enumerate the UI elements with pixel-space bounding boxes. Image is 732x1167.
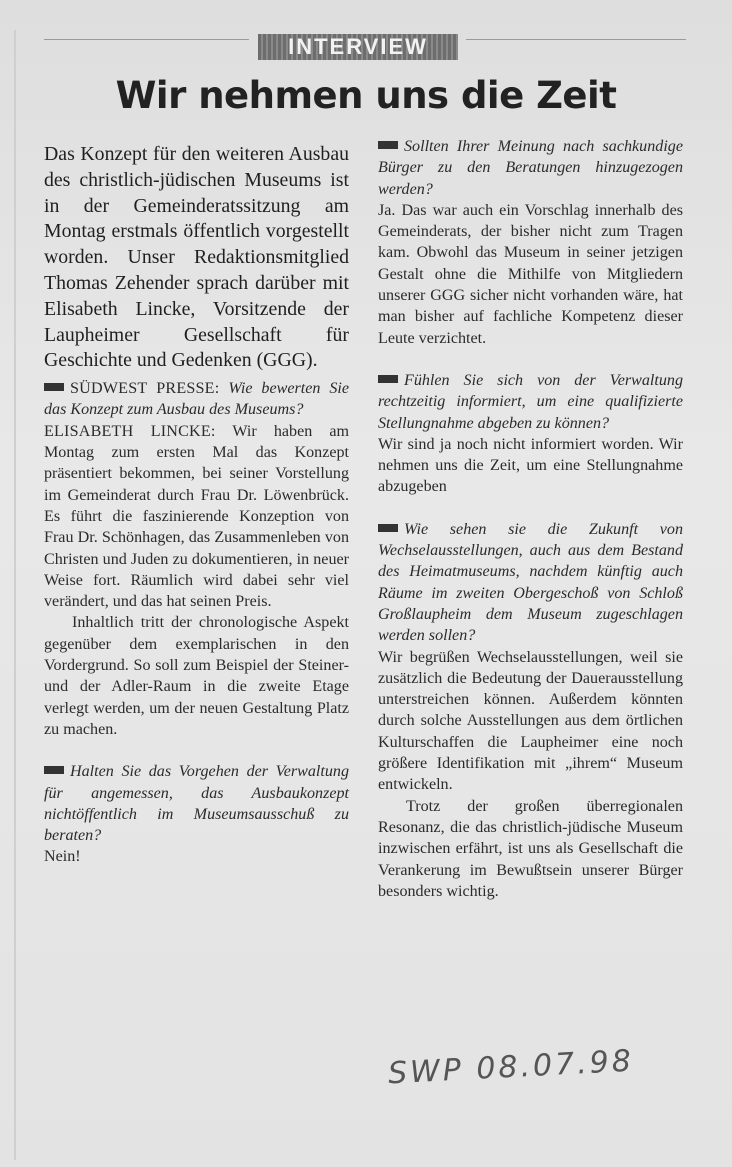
section-kicker: INTERVIEW — [258, 34, 458, 60]
answer-1 — [44, 421, 349, 613]
answer-4: Wir sind ja noch nicht informiert worden. Wir nehmen uns die Zeit, um eine Stellungnahme abzugeben — [378, 435, 683, 496]
question-marker-icon — [378, 524, 398, 532]
kicker-rule-left — [44, 39, 249, 40]
article-column-right — [378, 136, 683, 902]
kicker-rule-right — [466, 39, 686, 40]
answer-1-text: Wir haben am Montag zum ersten Mal das Konzept präsentiert bekommen, bei seiner Vorstellung im Gemeinderat durch Frau Dr. Löwenbrück. Es führt die faszinierende Konzeption von Frau Dr. Schönhagen, das Zusammenleben von Christen und Juden zu dokumentieren, in neuer Weise fort. Räumlich wird dabei sehr viel verändert, und das hat seinen Preis. — [44, 422, 350, 611]
question-marker-icon — [44, 766, 64, 774]
question-3-text: Sollten Ihrer Meinung nach sachkundige Bürger zu den Beratungen hinzugezogen werden? — [378, 138, 683, 198]
answer-2: Nein! — [44, 848, 81, 866]
answer-3: Ja. Das war auch ein Vorschlag innerhalb des Gemeinderats, der bisher nicht zum Tragen kam. Obwohl das Museum in seiner jetzigen Gestalt ohne die Mithilfe von Mitgliedern unserer GGG sicher nicht vorhanden wäre, hat man bisher auf fachliche Kompetenz dieser Leute verzichtet. — [378, 201, 683, 347]
question-marker-icon — [378, 141, 398, 149]
question-4 — [378, 370, 683, 434]
question-4-text: Fühlen Sie sich von der Verwaltung rechtzeitig informiert, um eine qualifizierte Stellungnahme abgeben zu können? — [378, 371, 683, 432]
question-1 — [44, 378, 349, 421]
question-marker-icon — [378, 375, 398, 383]
answer-5: Wir begrüßen Wechselausstellungen, weil sie zusätzlich die Bedeutung der Dauerausstellung unterstreichen können. Außerdem könnten durch solche Ausstellungen aus dem örtlichen Kulturschaffen die Laupheimer eine noch größere Identifikation mit „ihrem“ Museum entwickeln. — [378, 648, 683, 794]
article-lead: Das Konzept für den weiteren Ausbau des christlich-jüdischen Museums ist in der Gemeinderatssitzung am Montag erstmals öffentlich vorgestellt worden. Unser Redaktionsmitglied Thomas Zehender sprach darüber mit Elisabeth Lincke, Vorsitzende der Laupheimer Gesellschaft für Geschichte und Gedenken (GGG). — [44, 143, 349, 372]
question-marker-icon — [44, 383, 64, 391]
paper-edge — [14, 30, 16, 1160]
question-5-text: Wie sehen sie die Zukunft von Wechselausstellungen, auch aus dem Bestand des Heimatmuseums, nachdem künftig auch Räume im zweiten Obergeschoß von Schloß Großlaupheim dem Museum zugeschlagen werden sollen? — [378, 520, 683, 645]
article-column-left — [44, 142, 349, 868]
answer-5-continued: Trotz der großen überregionalen Resonanz, die das christlich-jüdische Museum inzwischen erfährt, ist uns als Gesellschaft die Verankerung im Bewußtsein unserer Bürger besonders wichtig. — [378, 797, 683, 900]
question-1-text: Wie bewerten Sie das Konzept zum Ausbau des Museums? — [44, 380, 349, 419]
question-2-text: Halten Sie das Vorgehen der Verwaltung für angemessen, das Ausbaukonzept nichtöffentlich im Museumsausschuß zu beraten? — [44, 763, 349, 845]
question-2 — [44, 761, 349, 846]
question-5 — [378, 519, 683, 647]
question-1-speaker: SÜDWEST PRESSE: — [70, 380, 220, 398]
article-headline: Wir nehmen uns die Zeit — [115, 74, 617, 117]
answer-1-speaker: ELISABETH LINCKE: — [44, 422, 216, 440]
question-3 — [378, 136, 683, 200]
handwritten-source-note: SWP 08.07.98 — [387, 1043, 635, 1092]
answer-1-continued: Inhaltlich tritt der chronologische Aspekt gegenüber dem exemplarischen in den Vordergrund. So soll zum Beispiel der Steiner- und der Adler-Raum in die zweite Etage verlegt werden, um der neuen Gestaltung Platz zu machen. — [44, 614, 349, 738]
